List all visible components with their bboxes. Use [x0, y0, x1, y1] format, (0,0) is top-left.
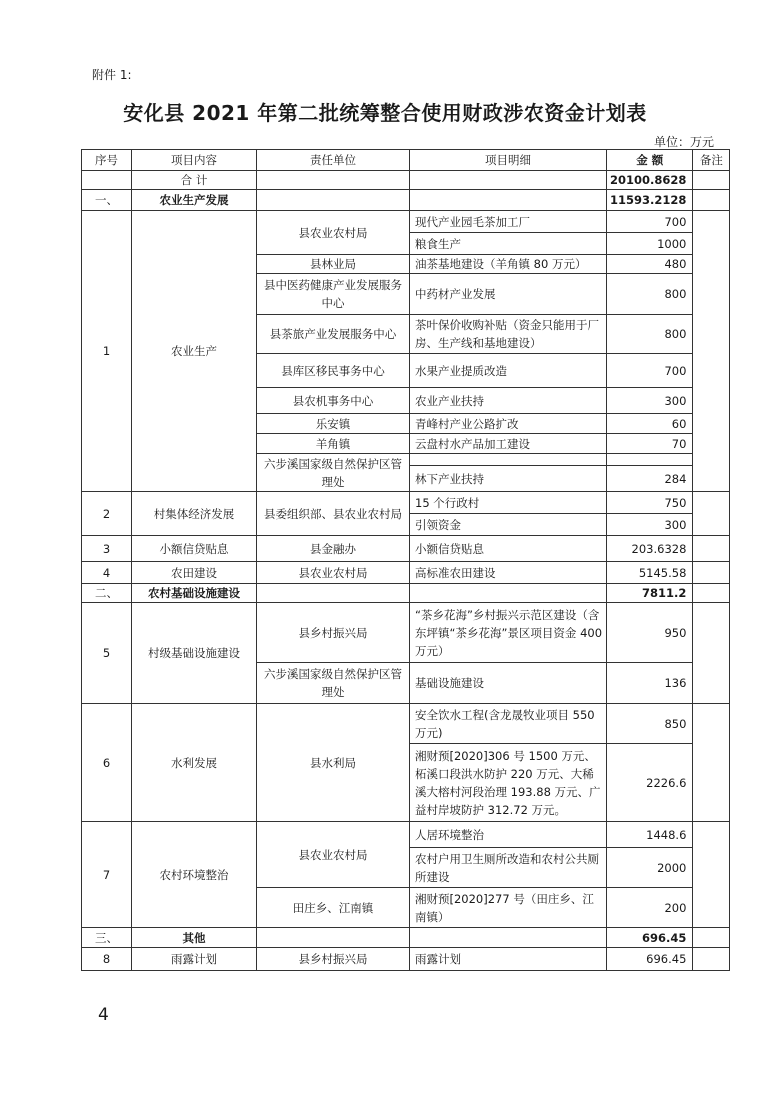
- header-unit: 责任单位: [257, 150, 410, 171]
- row-amount: 700: [607, 354, 693, 388]
- row-unit: 县农业农村局: [257, 562, 410, 584]
- cell-empty: [607, 454, 693, 466]
- row-note: [693, 822, 730, 928]
- cell-empty: [693, 584, 730, 603]
- header-no: 序号: [82, 150, 132, 171]
- attachment-label: 附件 1:: [92, 68, 132, 82]
- section-row: [82, 928, 730, 948]
- row-amount: 800: [607, 315, 693, 354]
- section-row: [82, 190, 730, 211]
- row-amount: 5145.58: [607, 562, 693, 584]
- row-unit: 羊角镇: [257, 434, 410, 454]
- row-content: 水利发展: [132, 704, 257, 822]
- section-amount: 7811.2: [607, 584, 693, 603]
- cell-empty: [410, 928, 607, 948]
- row-detail: 油茶基地建设（羊角镇 80 万元）: [410, 255, 607, 274]
- row-no: 2: [82, 492, 132, 536]
- section-label: 农村基础设施建设: [132, 584, 257, 603]
- row-amount: 696.45: [607, 948, 693, 971]
- section-row: [82, 584, 730, 603]
- row-amount: 1448.6: [607, 822, 693, 848]
- cell-empty: [257, 928, 410, 948]
- section-no: 三、: [82, 928, 132, 948]
- table-row: [82, 492, 730, 514]
- row-amount: 203.6328: [607, 536, 693, 562]
- row-amount: 200: [607, 888, 693, 928]
- row-amount: 1000: [607, 233, 693, 255]
- row-content: 农业生产: [132, 211, 257, 492]
- unit-label: 单位：万元: [653, 135, 714, 149]
- row-amount: 60: [607, 414, 693, 434]
- header-note: 备注: [693, 150, 730, 171]
- total-amount: 20100.8628: [607, 171, 693, 190]
- cell-empty: [693, 928, 730, 948]
- cell-empty: [82, 171, 132, 190]
- row-unit: 县中医药健康产业发展服务中心: [257, 274, 410, 315]
- row-no: 8: [82, 948, 132, 971]
- table-row: [82, 704, 730, 744]
- row-detail: 15 个行政村: [410, 492, 607, 514]
- row-detail: 湘财预[2020]277 号（田庄乡、江南镇）: [410, 888, 607, 928]
- row-no: 1: [82, 211, 132, 492]
- row-no: 4: [82, 562, 132, 584]
- row-unit: 六步溪国家级自然保护区管理处: [257, 454, 410, 492]
- cell-empty: [410, 454, 607, 466]
- row-unit: 县乡村振兴局: [257, 948, 410, 971]
- row-detail: 现代产业园毛茶加工厂: [410, 211, 607, 233]
- header-content: 项目内容: [132, 150, 257, 171]
- row-amount: 300: [607, 514, 693, 536]
- table-row: [82, 211, 730, 233]
- total-row: [82, 171, 730, 190]
- row-amount: 950: [607, 603, 693, 663]
- header-row: [82, 150, 730, 171]
- cell-empty: [693, 171, 730, 190]
- row-note: [693, 704, 730, 822]
- page-number: 4: [98, 1005, 109, 1025]
- section-amount: 11593.2128: [607, 190, 693, 211]
- row-content: 小额信贷贴息: [132, 536, 257, 562]
- row-no: 5: [82, 603, 132, 704]
- row-content: 村集体经济发展: [132, 492, 257, 536]
- total-label: 合 计: [132, 171, 257, 190]
- row-content: 农村环境整治: [132, 822, 257, 928]
- section-label: 农业生产发展: [132, 190, 257, 211]
- row-detail: 基础设施建设: [410, 663, 607, 704]
- row-amount: 2000: [607, 848, 693, 888]
- row-detail: 水果产业提质改造: [410, 354, 607, 388]
- row-amount: 850: [607, 704, 693, 744]
- row-unit: 县农机事务中心: [257, 388, 410, 414]
- row-amount: 70: [607, 434, 693, 454]
- row-amount: 300: [607, 388, 693, 414]
- header-detail: 项目明细: [410, 150, 607, 171]
- row-detail: 粮食生产: [410, 233, 607, 255]
- row-detail: 农村户用卫生厕所改造和农村公共厕所建设: [410, 848, 607, 888]
- row-unit: 县库区移民事务中心: [257, 354, 410, 388]
- cell-empty: [410, 171, 607, 190]
- row-amount: 750: [607, 492, 693, 514]
- cell-empty: [257, 584, 410, 603]
- row-detail: 引领资金: [410, 514, 607, 536]
- row-note: [693, 562, 730, 584]
- row-detail: 湘财预[2020]306 号 1500 万元、柘溪口段洪水防护 220 万元、大稀溪大榕村河段治理 193.88 万元、广益村岸坡防护 312.72 万元。: [410, 744, 607, 822]
- row-note: [693, 603, 730, 704]
- row-detail: 安全饮水工程(含龙晟牧业项目 550 万元): [410, 704, 607, 744]
- row-content: 村级基础设施建设: [132, 603, 257, 704]
- row-unit: 六步溪国家级自然保护区管理处: [257, 663, 410, 704]
- header-amount: 金 额: [607, 150, 693, 171]
- row-note: [693, 492, 730, 536]
- page-title: 安化县 2021 年第二批统筹整合使用财政涉农资金计划表: [123, 101, 647, 125]
- row-amount: 2226.6: [607, 744, 693, 822]
- row-note: [693, 211, 730, 492]
- table-row: [82, 948, 730, 971]
- row-amount: 480: [607, 255, 693, 274]
- table-row: [82, 822, 730, 848]
- row-unit: 县乡村振兴局: [257, 603, 410, 663]
- row-unit: 县金融办: [257, 536, 410, 562]
- row-unit: 田庄乡、江南镇: [257, 888, 410, 928]
- row-unit: 县茶旅产业发展服务中心: [257, 315, 410, 354]
- row-amount: 800: [607, 274, 693, 315]
- row-detail: 青峰村产业公路扩改: [410, 414, 607, 434]
- table-row: [82, 562, 730, 584]
- row-no: 6: [82, 704, 132, 822]
- row-detail: “茶乡花海”乡村振兴示范区建设（含东坪镇“茶乡花海”景区项目资金 400 万元）: [410, 603, 607, 663]
- row-content: 农田建设: [132, 562, 257, 584]
- row-detail: 农业产业扶持: [410, 388, 607, 414]
- row-unit: 县农业农村局: [257, 211, 410, 255]
- section-amount: 696.45: [607, 928, 693, 948]
- row-detail: 雨露计划: [410, 948, 607, 971]
- cell-empty: [257, 171, 410, 190]
- table-row: [82, 536, 730, 562]
- row-detail: 人居环境整治: [410, 822, 607, 848]
- row-unit: 县委组织部、县农业农村局: [257, 492, 410, 536]
- row-no: 3: [82, 536, 132, 562]
- cell-empty: [410, 190, 607, 211]
- row-detail: 茶叶保价收购补贴（资金只能用于厂房、生产线和基地建设）: [410, 315, 607, 354]
- cell-empty: [257, 190, 410, 211]
- row-detail: 林下产业扶持: [410, 466, 607, 492]
- row-detail: 云盘村水产品加工建设: [410, 434, 607, 454]
- section-label: 其他: [132, 928, 257, 948]
- row-unit: 乐安镇: [257, 414, 410, 434]
- row-content: 雨露计划: [132, 948, 257, 971]
- cell-empty: [410, 584, 607, 603]
- row-note: [693, 948, 730, 971]
- section-no: 二、: [82, 584, 132, 603]
- row-amount: 136: [607, 663, 693, 704]
- row-detail: 高标准农田建设: [410, 562, 607, 584]
- cell-empty: [693, 190, 730, 211]
- row-detail: 小额信贷贴息: [410, 536, 607, 562]
- row-unit: 县水利局: [257, 704, 410, 822]
- row-detail: 中药材产业发展: [410, 274, 607, 315]
- row-note: [693, 536, 730, 562]
- row-unit: 县林业局: [257, 255, 410, 274]
- section-no: 一、: [82, 190, 132, 211]
- row-amount: 284: [607, 466, 693, 492]
- fund-plan-table: [81, 149, 730, 971]
- row-no: 7: [82, 822, 132, 928]
- row-amount: 700: [607, 211, 693, 233]
- row-unit: 县农业农村局: [257, 822, 410, 888]
- table-row: [82, 603, 730, 663]
